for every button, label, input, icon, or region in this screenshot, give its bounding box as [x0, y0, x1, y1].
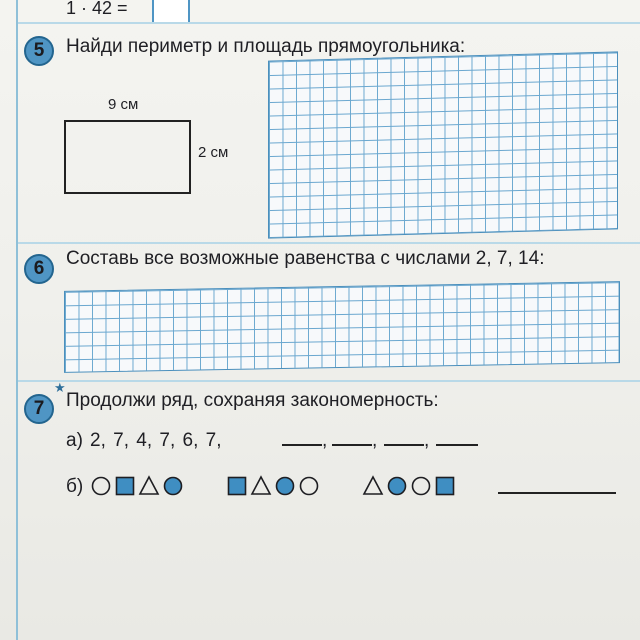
blank-3[interactable] [384, 444, 424, 446]
comma-1: , [322, 430, 328, 451]
square-shape [117, 478, 134, 495]
shape-group-2 [226, 474, 322, 498]
part-b-label: б) [66, 476, 84, 497]
answer-box[interactable] [152, 0, 190, 24]
square-shape [437, 478, 454, 495]
comma-2: , [372, 430, 378, 451]
comma-3: , [424, 430, 430, 451]
margin-line [16, 0, 18, 640]
task-7-text: Продолжи ряд, сохраняя закономерность: [66, 390, 439, 411]
blank-4[interactable] [436, 444, 478, 446]
separator-5-6 [18, 242, 640, 244]
task-6-grid[interactable] [64, 281, 620, 373]
circle-shape [413, 478, 430, 495]
rect-height-label: 2 см [198, 144, 229, 161]
filled-circle-shape [277, 478, 294, 495]
rectangle [64, 120, 191, 194]
top-expression: 1 · 42 = [66, 0, 128, 18]
circle-shape [93, 478, 110, 495]
task-6-text: Составь все возможные равенства с числами 2, 7, 14: [66, 248, 545, 269]
part-a-sequence: 2, 7, 4, 7, 6, 7, [90, 430, 222, 451]
separator-6-7 [18, 380, 640, 382]
filled-circle-shape [389, 478, 406, 495]
task-5-grid[interactable] [268, 51, 618, 238]
blank-shapes[interactable] [498, 492, 616, 494]
part-a-label: а) [66, 430, 83, 451]
shape-group-1 [90, 474, 186, 498]
task-5-text: Найди периметр и площадь прямоугольника: [66, 36, 466, 57]
task-7-number: 7 [24, 394, 54, 424]
star-icon: ★ [54, 380, 66, 395]
blank-1[interactable] [282, 444, 322, 446]
task-6-number: 6 [24, 254, 54, 284]
shape-group-3 [362, 474, 458, 498]
blank-2[interactable] [332, 444, 372, 446]
filled-circle-shape [165, 478, 182, 495]
rect-width-label: 9 см [108, 96, 139, 113]
separator-top [18, 22, 640, 24]
circle-shape [301, 478, 318, 495]
task-5-number: 5 [24, 36, 54, 66]
triangle-shape [252, 477, 270, 494]
square-shape [229, 478, 246, 495]
triangle-shape [364, 477, 382, 494]
triangle-shape [140, 477, 158, 494]
